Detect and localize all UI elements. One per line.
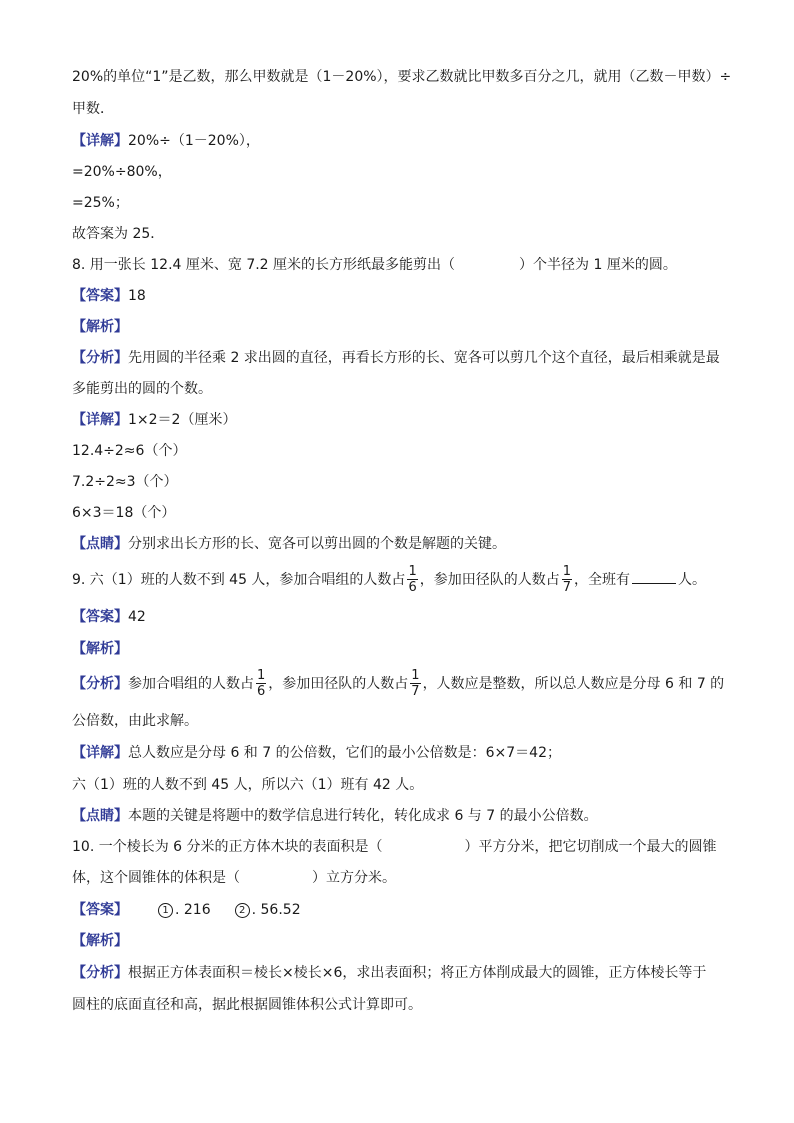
text-line: 6×3＝18（个） (72, 505, 176, 521)
fraction-one-seventh: $\frac{1}{7}$ (411, 667, 420, 699)
comment-text: 分别求出长方形的长、宽各可以剪出圆的个数是解题的关键。 (128, 536, 506, 552)
answer-blank (632, 569, 676, 584)
question-text: 10. 一个棱长为 6 分米的正方体木块的表面积是（ (72, 839, 383, 855)
text-line: 六（1）班的人数不到 45 人，所以六（1）班有 42 人。 (72, 777, 424, 793)
comment-line (72, 535, 506, 553)
analysis-tag: 【解析】 (72, 319, 128, 335)
analysis-text: 参加合唱组的人数占 (128, 676, 254, 692)
detail-tag: 【详解】 (72, 412, 128, 428)
text-line: =25%； (72, 195, 129, 211)
detail-text: 1×2＝2（厘米） (128, 412, 237, 428)
analysis-heading (72, 932, 128, 950)
analysis-sub-tag: 【分析】 (72, 676, 128, 692)
detail-line (72, 744, 561, 762)
text-line: 20%的单位“1”是乙数，那么甲数就是（1－20%），要求乙数就比甲数多百分之几，就用（乙数－甲数）÷ (72, 69, 732, 85)
text-line: 甲数． (72, 101, 114, 117)
analysis-line (72, 668, 724, 700)
comment-tag: 【点睛】 (72, 536, 128, 552)
question-text: ）个半径为 1 厘米的圆。 (519, 257, 677, 273)
analysis-line (72, 964, 706, 982)
text-line: 圆柱的底面直径和高，据此根据圆锥体积公式计算即可。 (72, 997, 422, 1013)
question-10 (72, 838, 717, 856)
text-line: 7.2÷2≈3（个） (72, 474, 178, 490)
question-text: 体，这个圆锥体的体积是（ (72, 870, 240, 886)
question-text: ）平方分米，把它切削成一个最大的圆锥 (464, 839, 717, 855)
detail-tag: 【详解】 (72, 133, 128, 149)
analysis-text: ，参加田径队的人数占 (268, 676, 409, 692)
fraction-one-seventh: $\frac{1}{7}$ (562, 563, 571, 595)
text-line: 故答案为 25． (72, 226, 165, 242)
answer-tag: 【答案】 (72, 902, 128, 918)
circled-number-1: 1 (158, 903, 173, 918)
text-line: =20%÷80%， (72, 164, 172, 180)
comment-tag: 【点睛】 (72, 808, 128, 824)
analysis-line (72, 349, 720, 367)
question-text: 9. 六（1）班的人数不到 45 人，参加合唱组的人数占 (72, 572, 406, 588)
question-10-cont (72, 869, 396, 887)
analysis-text: 先用圆的半径乘 2 求出圆的直径，再看长方形的长、宽各可以剪几个这个直径，最后相乘就是最 (128, 350, 720, 366)
comment-line (72, 807, 598, 825)
detail-text: 总人数应是分母 6 和 7 的公倍数，它们的最小公倍数是：6×7＝42； (128, 745, 561, 761)
analysis-heading (72, 318, 128, 336)
detail-tag: 【详解】 (72, 745, 128, 761)
analysis-sub-tag: 【分析】 (72, 965, 128, 981)
answer-tag: 【答案】 (72, 288, 128, 304)
analysis-tag: 【解析】 (72, 641, 128, 657)
question-text: ）立方分米。 (312, 870, 396, 886)
fraction-one-sixth: $\frac{1}{6}$ (257, 667, 266, 699)
question-8 (72, 256, 677, 274)
answer-text: 18 (128, 288, 146, 304)
analysis-tag: 【解析】 (72, 933, 128, 949)
question-text: 8. 用一张长 12.4 厘米、宽 7.2 厘米的长方形纸最多能剪出（ (72, 257, 456, 273)
text-line: 12.4÷2≈6（个） (72, 443, 187, 459)
answer-tag: 【答案】 (72, 609, 128, 625)
analysis-sub-tag: 【分析】 (72, 350, 128, 366)
comment-text: 本题的关键是将题中的数学信息进行转化，转化成求 6 与 7 的最小公倍数。 (128, 808, 598, 824)
text-line: 多能剪出的圆的个数。 (72, 381, 212, 397)
question-9 (72, 564, 706, 596)
answer-value-1: . 216 (175, 902, 211, 918)
text-line: 公倍数，由此求解。 (72, 713, 198, 729)
analysis-text: 根据正方体表面积＝棱长×棱长×6，求出表面积；将正方体削成最大的圆锥，正方体棱长等于 (128, 965, 707, 981)
analysis-heading (72, 640, 128, 658)
analysis-text: ，人数应是整数，所以总人数应是分母 6 和 7 的 (422, 676, 725, 692)
question-text: ，参加田径队的人数占 (419, 572, 560, 588)
question-text: ，全班有 (574, 572, 630, 588)
answer-value-2: . 56.52 (251, 902, 301, 918)
fraction-one-sixth: $\frac{1}{6}$ (408, 563, 417, 595)
answer-line (72, 608, 146, 626)
answer-line (72, 901, 301, 919)
question-text: 人。 (678, 572, 706, 588)
answer-text: 42 (128, 609, 146, 625)
detail-line (72, 411, 236, 429)
answer-line (72, 287, 146, 305)
detail-text: 20%÷（1－20%）， (128, 133, 260, 149)
detail-line (72, 132, 260, 150)
circled-number-2: 2 (235, 903, 250, 918)
